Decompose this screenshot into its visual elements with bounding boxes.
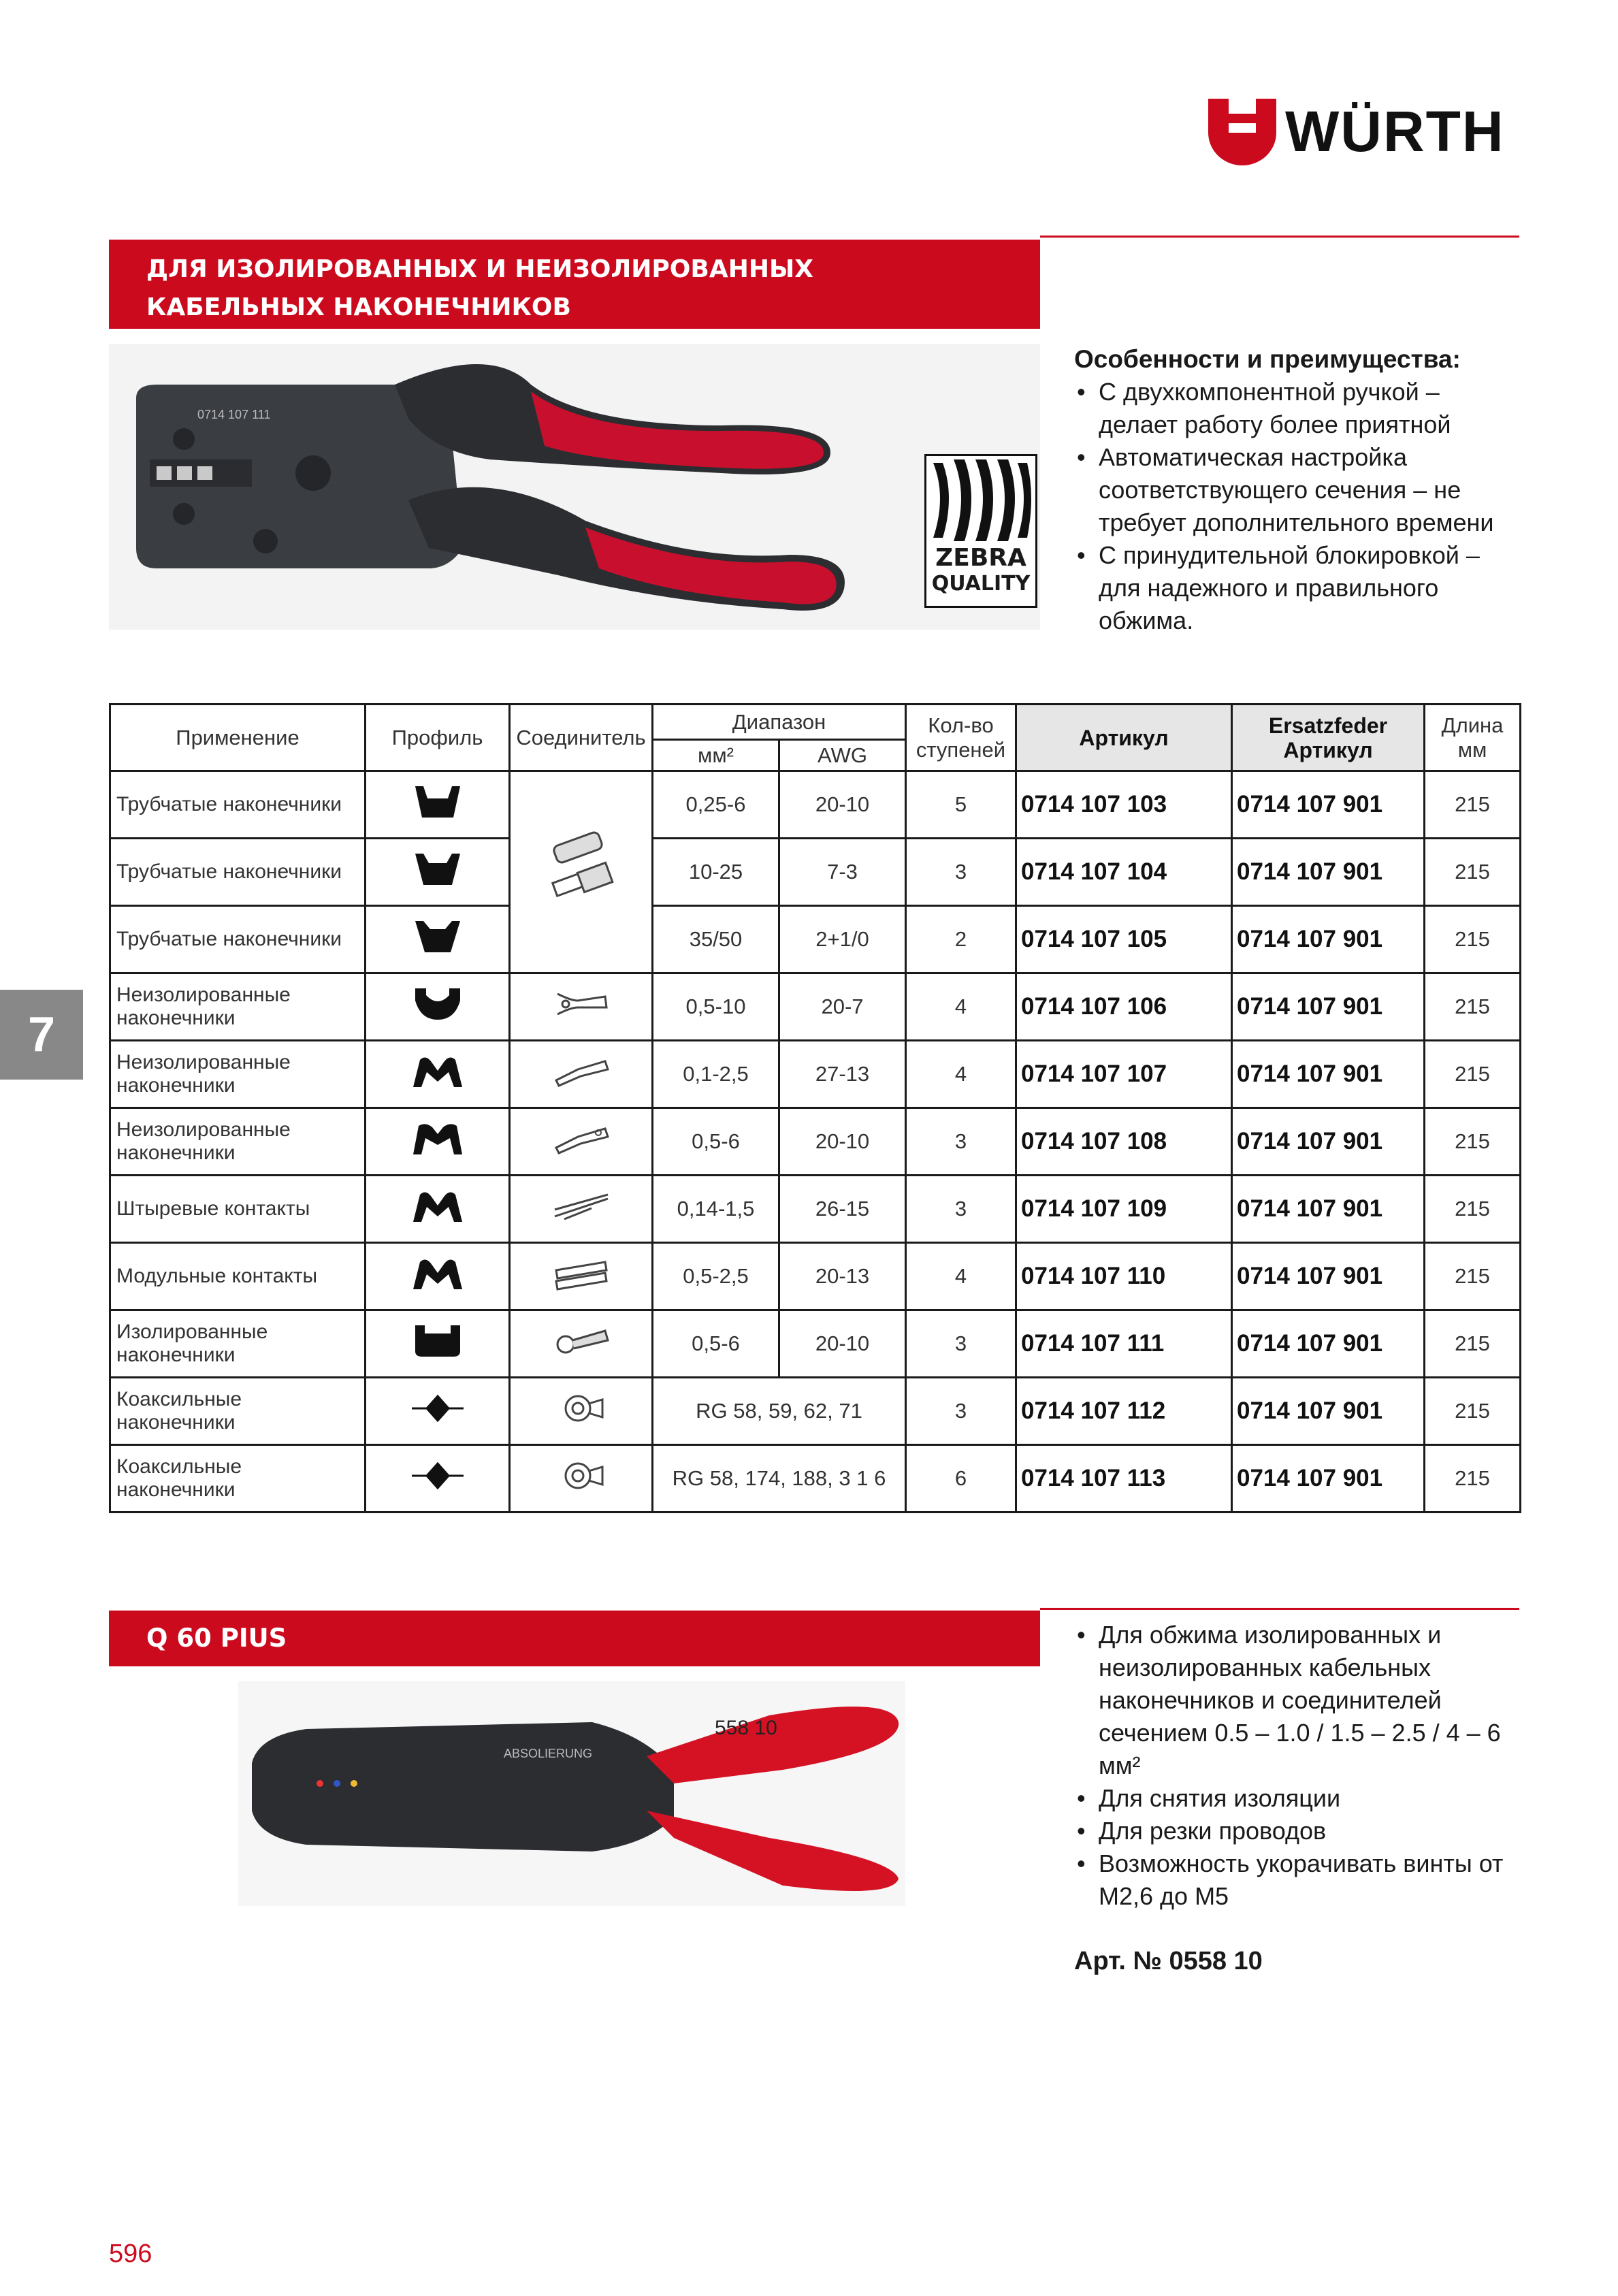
cell-steps: 4 [906, 1041, 1016, 1108]
fork-terminal-icon [551, 987, 612, 1021]
cell-steps: 3 [906, 1310, 1016, 1378]
chapter-tab: 7 [0, 990, 83, 1080]
header-connector: Соединитель [510, 705, 653, 771]
cell-application: Трубчатые наконечники [110, 839, 366, 906]
cell-mm2: 0,5-6 [653, 1108, 779, 1176]
cell-mm2: 0,5-2,5 [653, 1243, 779, 1310]
cell-steps: 6 [906, 1445, 1016, 1513]
cell-application: Неизолированные наконечники [110, 1108, 366, 1176]
profile-hex-icon [410, 1393, 465, 1423]
header-awg: AWG [779, 740, 906, 771]
cell-profile [366, 1108, 510, 1176]
cell-connector [510, 1310, 653, 1378]
cell-spare-article: 0714 107 901 [1232, 1310, 1425, 1378]
header-length-line2: мм [1457, 737, 1487, 762]
cell-spare-article: 0714 107 901 [1232, 1243, 1425, 1310]
header-article: Артикул [1016, 705, 1232, 771]
cell-profile [366, 1378, 510, 1445]
cell-awg: 2+1/0 [779, 906, 906, 973]
section-title: ДЛЯ ИЗОЛИРОВАННЫХ И НЕИЗОЛИРОВАННЫХ КАБЕЛЬНЫХ НАКОНЕЧНИКОВ [146, 255, 814, 321]
table-row [110, 1378, 1521, 1445]
cell-article: 0714 107 111 [1016, 1310, 1232, 1378]
cell-spare-article: 0714 107 901 [1232, 906, 1425, 973]
profile-w-icon [410, 1054, 465, 1088]
product-table [109, 703, 1521, 1513]
zebra-stripes-icon [926, 456, 1035, 545]
cell-length: 215 [1425, 1176, 1521, 1243]
header-spare-line1: Ersatzfeder [1268, 713, 1388, 738]
feature-item: • Для снятия изоляции [1074, 1782, 1523, 1815]
cell-steps: 3 [906, 1108, 1016, 1176]
page-number: 596 [109, 2240, 152, 2268]
section2-title: Q 60 PIUS [146, 1623, 287, 1653]
cell-length: 215 [1425, 1310, 1521, 1378]
cell-article: 0714 107 112 [1016, 1378, 1232, 1445]
section-title-banner [109, 240, 1040, 329]
cell-spare-article: 0714 107 901 [1232, 973, 1425, 1041]
profile-hex-icon [410, 1461, 465, 1491]
cell-application: Изолированные наконечники [110, 1310, 366, 1378]
cell-spare-article: 0714 107 901 [1232, 1445, 1425, 1513]
feature-item: • Для обжима изолированных и неизолированных кабельных наконечников и соединителей сечением 0.5 – 1.0 / 1.5 – 2.5 / 4 – 6 мм² [1074, 1619, 1523, 1782]
cell-connector [510, 1108, 653, 1176]
features-list [1074, 376, 1523, 637]
header-rule [1040, 236, 1519, 238]
profile-insulated-icon [414, 1324, 462, 1358]
tool-marking: 0714 107 111 [197, 408, 271, 421]
cell-awg: 20-10 [779, 1108, 906, 1176]
cell-mm2: 0,1-2,5 [653, 1041, 779, 1108]
cell-range: RG 58, 59, 62, 71 [653, 1378, 906, 1445]
cell-awg: 20-13 [779, 1243, 906, 1310]
cell-application: Коаксильные наконечники [110, 1445, 366, 1513]
cell-spare-article: 0714 107 901 [1232, 1378, 1425, 1445]
header-spare-line2: Артикул [1283, 737, 1373, 762]
cell-length: 215 [1425, 1378, 1521, 1445]
cell-mm2: 35/50 [653, 906, 779, 973]
tool-label: ABSOLIERUNG [504, 1747, 593, 1760]
header-range: Диапазон [653, 705, 906, 740]
zebra-quality-logo [924, 454, 1037, 608]
cell-application: Неизолированные наконечники [110, 1041, 366, 1108]
brand-name: WÜRTH [1285, 99, 1505, 163]
table-row [110, 1445, 1521, 1513]
cell-length: 215 [1425, 1243, 1521, 1310]
cell-spare-article: 0714 107 901 [1232, 1041, 1425, 1108]
cell-steps: 3 [906, 1378, 1016, 1445]
table-row [110, 906, 1521, 973]
cell-application: Штыревые контакты [110, 1176, 366, 1243]
cell-length: 215 [1425, 771, 1521, 839]
header-length [1425, 705, 1521, 771]
section2-title-banner [109, 1611, 1040, 1666]
article-number: Арт. № 0558 10 [1074, 1947, 1263, 1975]
cell-length: 215 [1425, 1041, 1521, 1108]
wurth-logo-icon [1208, 99, 1276, 165]
cell-awg: 26-15 [779, 1176, 906, 1243]
cell-profile [366, 771, 510, 839]
tool-marking: 558 10 [715, 1717, 777, 1739]
feature-item: • С принудительной блокировкой – для надежного и правильного обжима. [1074, 539, 1523, 637]
cell-profile [366, 973, 510, 1041]
section2-features [1074, 1619, 1523, 1913]
cell-article: 0714 107 107 [1016, 1041, 1232, 1108]
cell-application: Модульные контакты [110, 1243, 366, 1310]
cell-steps: 5 [906, 771, 1016, 839]
tubular-connector-icon [540, 825, 622, 913]
cell-connector [510, 1378, 653, 1445]
cell-profile [366, 1445, 510, 1513]
profile-uninsulated-icon [414, 987, 462, 1021]
table-row [110, 973, 1521, 1041]
cell-connector [510, 1445, 653, 1513]
cell-spare-article: 0714 107 901 [1232, 771, 1425, 839]
cell-connector [510, 771, 653, 973]
cell-profile [366, 906, 510, 973]
cell-spare-article: 0714 107 901 [1232, 1108, 1425, 1176]
header-steps: Кол-во ступеней [906, 705, 1016, 771]
header-profile: Профиль [366, 705, 510, 771]
table-row [110, 839, 1521, 906]
section2-rule [1040, 1608, 1519, 1610]
cell-article: 0714 107 108 [1016, 1108, 1232, 1176]
cell-article: 0714 107 109 [1016, 1176, 1232, 1243]
cell-steps: 4 [906, 1243, 1016, 1310]
cell-profile [366, 1310, 510, 1378]
cell-profile [366, 1041, 510, 1108]
cell-steps: 4 [906, 973, 1016, 1041]
cell-steps: 2 [906, 906, 1016, 973]
cell-article: 0714 107 103 [1016, 771, 1232, 839]
cell-connector [510, 1243, 653, 1310]
table-row [110, 1243, 1521, 1310]
pin-contact-icon [551, 1189, 612, 1223]
zebra-label: ZEBRA [935, 544, 1026, 572]
cell-article: 0714 107 104 [1016, 839, 1232, 906]
cell-length: 215 [1425, 906, 1521, 973]
cell-mm2: 0,5-10 [653, 973, 779, 1041]
profile-w-icon [410, 1257, 465, 1291]
table-row [110, 1310, 1521, 1378]
header-spare-article [1232, 705, 1425, 771]
cell-application: Трубчатые наконечники [110, 771, 366, 839]
cell-mm2: 0,25-6 [653, 771, 779, 839]
cell-article: 0714 107 110 [1016, 1243, 1232, 1310]
table-row [110, 771, 1521, 839]
cell-spare-article: 0714 107 901 [1232, 1176, 1425, 1243]
table-row [110, 1176, 1521, 1243]
cell-mm2: 0,5-6 [653, 1310, 779, 1378]
cell-connector [510, 973, 653, 1041]
cell-steps: 3 [906, 1176, 1016, 1243]
profile-tubular-icon [414, 852, 462, 886]
cell-article: 0714 107 113 [1016, 1445, 1232, 1513]
cell-mm2: 0,14-1,5 [653, 1176, 779, 1243]
cell-awg: 20-7 [779, 973, 906, 1041]
cell-range: RG 58, 174, 188, 3 1 6 [653, 1445, 906, 1513]
cell-length: 215 [1425, 839, 1521, 906]
cell-article: 0714 107 106 [1016, 973, 1232, 1041]
pin-terminal-icon [551, 1122, 612, 1156]
feature-item: • Автоматическая настройка соответствующего сечения – не требует дополнительного времени [1074, 441, 1523, 539]
cell-spare-article: 0714 107 901 [1232, 839, 1425, 906]
cell-mm2: 10-25 [653, 839, 779, 906]
profile-tubular-icon [414, 920, 462, 954]
table-row [110, 1108, 1521, 1176]
cell-connector [510, 1176, 653, 1243]
cell-connector [510, 1041, 653, 1108]
coax-connector-icon [557, 1391, 605, 1425]
profile-w-icon [410, 1122, 465, 1156]
table-row [110, 1041, 1521, 1108]
features-heading: Особенности и преимущества: [1074, 345, 1461, 373]
profile-tubular-icon [414, 785, 462, 819]
cell-length: 215 [1425, 1445, 1521, 1513]
quality-label: QUALITY [931, 572, 1031, 596]
cell-application: Неизолированные наконечники [110, 973, 366, 1041]
cell-awg: 27-13 [779, 1041, 906, 1108]
features-block [1074, 343, 1523, 637]
cell-profile [366, 1176, 510, 1243]
multi-tool-pliers-image [238, 1681, 905, 1906]
crimping-tool-image [109, 344, 1040, 630]
cell-awg: 20-10 [779, 771, 906, 839]
coax-connector-icon [557, 1459, 605, 1493]
feature-item: • Для резки проводов [1074, 1815, 1523, 1847]
cell-awg: 7-3 [779, 839, 906, 906]
cell-profile [366, 839, 510, 906]
profile-w-icon [410, 1189, 465, 1223]
cell-awg: 20-10 [779, 1310, 906, 1378]
header-application: Применение [110, 705, 366, 771]
feature-item: • С двухкомпонентной ручкой – делает работу более приятной [1074, 376, 1523, 441]
cell-profile [366, 1243, 510, 1310]
pin-terminal-icon [551, 1054, 612, 1088]
section2-features-list [1074, 1619, 1523, 1913]
cell-steps: 3 [906, 839, 1016, 906]
modular-contact-icon [551, 1257, 612, 1291]
feature-item: • Возможность укорачивать винты от М2,6 до М5 [1074, 1847, 1523, 1913]
cell-article: 0714 107 105 [1016, 906, 1232, 973]
ring-terminal-icon [551, 1324, 612, 1358]
header-length-line1: Длина [1441, 713, 1504, 737]
cell-length: 215 [1425, 1108, 1521, 1176]
header-mm2: мм² [653, 740, 779, 771]
cell-application: Трубчатые наконечники [110, 906, 366, 973]
cell-application: Коаксильные наконечники [110, 1378, 366, 1445]
cell-length: 215 [1425, 973, 1521, 1041]
